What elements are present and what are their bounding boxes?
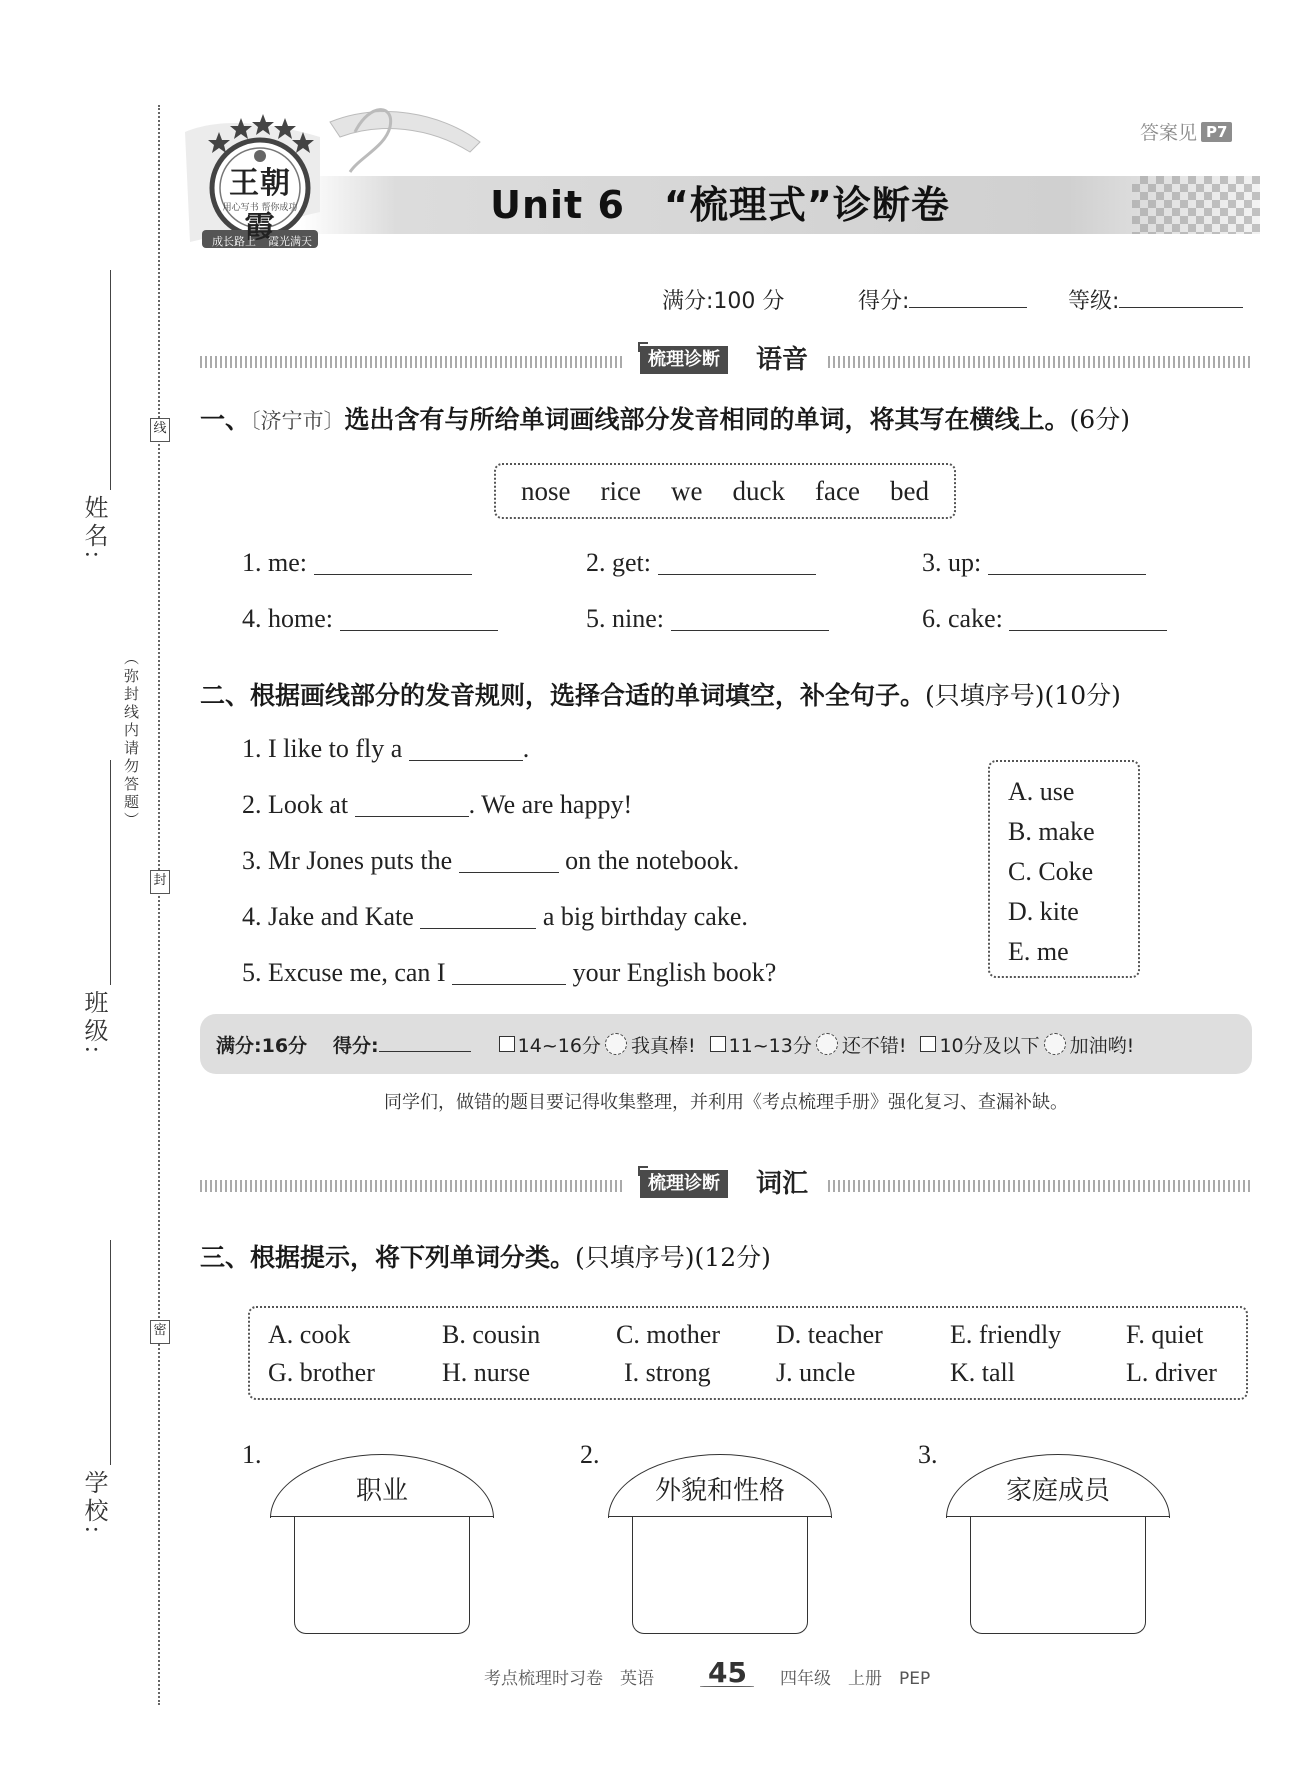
q3-word: L. driver <box>1126 1358 1217 1387</box>
q1-answer-blank[interactable] <box>988 551 1146 575</box>
level-comment: 还不错! <box>841 1034 907 1057</box>
q2-sentence <box>242 790 632 820</box>
score-field <box>858 284 1027 315</box>
binding-dotted-line <box>158 105 160 1705</box>
smile-face-icon <box>816 1033 838 1055</box>
level-comment: 我真棒! <box>630 1034 696 1057</box>
strip-score-blank[interactable] <box>379 1034 471 1052</box>
q3-points: (只填序号)(12分) <box>575 1243 771 1272</box>
category-house-appearance[interactable] <box>608 1454 832 1654</box>
q3-word: F. quiet <box>1126 1320 1204 1349</box>
q2-option: E. me <box>1008 937 1069 966</box>
q1-answer-blank[interactable] <box>340 607 498 631</box>
q3-word: G. brother <box>268 1358 375 1387</box>
full-score: 满分:100 分 <box>662 289 785 314</box>
class-blank[interactable] <box>110 760 111 985</box>
q2-heading <box>200 676 1121 712</box>
q1-item-label: 3. up: <box>922 548 982 577</box>
page-number: 45 <box>708 1656 747 1689</box>
section-header-phonics <box>200 344 1250 378</box>
logo-sub: 用心写书 帮你成功 <box>222 203 298 213</box>
q2-sentence-before: 2. Look at <box>242 790 349 819</box>
word-bank-item: duck <box>732 475 785 506</box>
q3-word: A. cook <box>268 1320 351 1349</box>
q1-word-bank <box>494 463 956 519</box>
level-option <box>920 1031 1134 1058</box>
cut-mark-seal: 封 <box>150 870 170 894</box>
q2-text: 根据画线部分的发音规则，选择合适的单词填空，补全句子。 <box>250 681 926 710</box>
word-bank-item: face <box>815 475 860 506</box>
level-range: 14~16分 <box>517 1034 601 1057</box>
q2-option: D. kite <box>1008 897 1079 926</box>
q2-answer-blank[interactable] <box>459 849 559 873</box>
school-blank[interactable] <box>110 1240 111 1465</box>
q1-city: 〔济宁市〕 <box>250 409 345 433</box>
word-bank-item: rice <box>600 475 641 506</box>
page-number-underline <box>700 1686 754 1687</box>
q3-word: E. friendly <box>950 1320 1062 1349</box>
q3-heading <box>200 1238 771 1274</box>
q1-item-label: 4. home: <box>242 604 333 633</box>
q1-answer-blank[interactable] <box>671 607 829 631</box>
q2-sentence-after: your English book? <box>572 958 777 987</box>
q2-sentence-before: 3. Mr Jones puts the <box>242 846 453 875</box>
grade-label: 等级: <box>1068 289 1120 314</box>
logo-motto-left: 成长路上 <box>212 235 256 248</box>
level-option <box>499 1031 696 1058</box>
binding-warning: （弥封线内请勿答题） <box>122 650 138 830</box>
grade-field <box>1068 284 1243 315</box>
house-answer-area[interactable] <box>632 1516 808 1634</box>
title-checker-pattern <box>1132 176 1260 234</box>
q3-word: K. tall <box>950 1358 1015 1387</box>
house-number: 2. <box>580 1440 600 1469</box>
q2-sentence-after: . <box>522 734 530 763</box>
strip-full-score: 满分:16分 <box>216 1034 308 1057</box>
q3-word: C. mother <box>616 1320 720 1349</box>
level-comment: 加油哟! <box>1069 1034 1135 1057</box>
level-range: 10分及以下 <box>939 1034 1040 1057</box>
q1-answer-blank[interactable] <box>314 551 472 575</box>
q2-sentence-before: 4. Jake and Kate <box>242 902 414 931</box>
q2-answer-blank[interactable] <box>355 793 469 817</box>
name-blank[interactable] <box>110 270 111 490</box>
level-checkbox[interactable] <box>499 1036 515 1052</box>
q2-answer-blank[interactable] <box>452 961 566 985</box>
score-blank[interactable] <box>909 286 1027 308</box>
answer-reference <box>1140 118 1232 145</box>
category-house-occupation[interactable] <box>270 1454 494 1654</box>
q3-text: 根据提示，将下列单词分类。 <box>250 1243 576 1272</box>
house-label: 外貌和性格 <box>654 1476 785 1506</box>
q1-item-label: 2. get: <box>586 548 651 577</box>
class-label: 班级: <box>80 990 106 1057</box>
word-bank-item: bed <box>889 475 929 506</box>
logo-motto-right: 霞光满天 <box>268 235 312 248</box>
q3-word: B. cousin <box>442 1320 541 1349</box>
strip-score-label: 得分: <box>333 1034 379 1057</box>
strip-score-field <box>333 1031 471 1058</box>
q2-answer-blank[interactable] <box>409 737 523 761</box>
q1-item <box>922 604 1167 634</box>
q2-sentence-before: 1. I like to fly a <box>242 734 403 763</box>
q2-sentence-before: 5. Excuse me, can I <box>242 958 446 987</box>
section-badge: 梳理诊断 <box>640 346 728 374</box>
q3-word: D. teacher <box>776 1320 883 1349</box>
q1-item <box>922 548 1146 578</box>
q3-number: 三、 <box>200 1243 251 1272</box>
q3-word: I. strong <box>624 1358 711 1387</box>
house-number: 3. <box>918 1440 938 1469</box>
q2-options-box <box>988 760 1140 978</box>
review-note: 同学们，做错的题目要记得收集整理，并利用《考点梳理手册》强化复习、查漏补缺。 <box>384 1092 1068 1113</box>
house-number: 1. <box>242 1440 262 1469</box>
q2-sentence-after: on the notebook. <box>565 846 740 875</box>
score-label: 得分: <box>858 289 910 314</box>
q2-answer-blank[interactable] <box>420 905 536 929</box>
cut-mark-line: 线 <box>150 418 170 442</box>
q2-sentence-after: a big birthday cake. <box>542 902 748 931</box>
q3-word-box <box>248 1306 1248 1400</box>
section-badge: 梳理诊断 <box>640 1170 728 1198</box>
cheer-face-icon <box>1044 1033 1066 1055</box>
grade-blank[interactable] <box>1119 286 1243 308</box>
q2-sentence <box>242 902 748 932</box>
q2-option: C. Coke <box>1008 857 1094 886</box>
section-header-vocabulary <box>200 1168 1250 1202</box>
q3-word: J. uncle <box>776 1358 856 1387</box>
level-checkbox[interactable] <box>920 1036 936 1052</box>
q2-number: 二、 <box>200 681 251 710</box>
q2-points: (只填序号)(10分) <box>925 681 1121 710</box>
q3-word: H. nurse <box>442 1358 531 1387</box>
logo-text: 王朝霞 <box>229 166 291 245</box>
q1-text: 选出含有与所给单词画线部分发音相同的单词，将其写在横线上。 <box>344 405 1070 434</box>
category-house-family[interactable] <box>946 1454 1170 1654</box>
page-title: Unit 6 “梳理式”诊断卷 <box>490 183 950 227</box>
q1-item-label: 6. cake: <box>922 604 1003 633</box>
q2-option: B. make <box>1008 817 1095 846</box>
q1-heading <box>200 400 1130 436</box>
section-score-strip <box>200 1014 1252 1074</box>
q1-item <box>586 604 829 634</box>
word-bank-item: nose <box>521 475 571 506</box>
level-option <box>710 1031 907 1058</box>
answer-ref-page: P7 <box>1201 122 1232 142</box>
q1-points: (6分) <box>1069 405 1130 434</box>
happy-face-icon <box>605 1033 627 1055</box>
q1-answer-blank[interactable] <box>658 551 816 575</box>
section-name: 词汇 <box>756 1169 809 1199</box>
house-label: 家庭成员 <box>1005 1476 1110 1506</box>
house-label: 职业 <box>355 1476 408 1506</box>
level-checkbox[interactable] <box>710 1036 726 1052</box>
section-name: 语音 <box>756 345 809 375</box>
q1-item <box>242 548 472 578</box>
q1-number: 一、 <box>200 405 251 434</box>
footer-right: 四年级 上册 PEP <box>780 1669 931 1689</box>
word-bank-item: we <box>671 475 703 506</box>
footer-left: 考点梳理时习卷 英语 <box>484 1669 654 1689</box>
q2-option: A. use <box>1008 777 1075 806</box>
q2-sentence <box>242 958 776 988</box>
q1-item-label: 5. nine: <box>586 604 664 633</box>
q2-sentence <box>242 734 529 764</box>
q1-item <box>586 548 816 578</box>
q1-item <box>242 604 498 634</box>
q2-sentence <box>242 846 739 876</box>
name-label: 姓名: <box>80 495 106 562</box>
school-label: 学校: <box>80 1470 106 1537</box>
cut-mark-dense: 密 <box>150 1320 170 1344</box>
q1-item-label: 1. me: <box>242 548 307 577</box>
house-answer-area[interactable] <box>970 1516 1146 1634</box>
house-answer-area[interactable] <box>294 1516 470 1634</box>
level-range: 11~13分 <box>728 1034 812 1057</box>
answer-ref-text: 答案见 <box>1140 122 1198 144</box>
q2-sentence-after: . We are happy! <box>468 790 633 819</box>
q1-answer-blank[interactable] <box>1009 607 1167 631</box>
